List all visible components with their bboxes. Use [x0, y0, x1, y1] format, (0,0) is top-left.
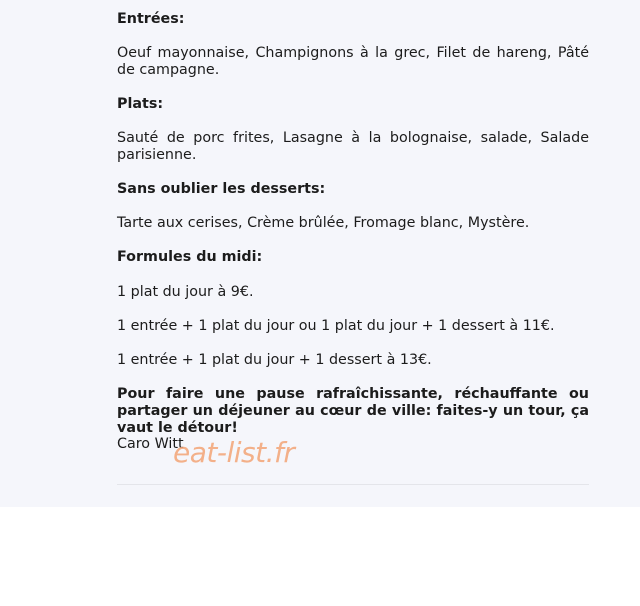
section-body-plats: Sauté de porc frites, Lasagne à la bolognaise, salade, Salade parisienne. [117, 130, 589, 163]
section-heading-plats: Plats: [117, 96, 164, 112]
divider [117, 484, 589, 485]
author-signature: Caro Witt [117, 436, 184, 452]
section-body-entrees: Oeuf mayonnaise, Champignons à la grec, Filet de hareng, Pâté de campagne. [117, 45, 589, 78]
section-heading-desserts: Sans oublier les desserts: [117, 181, 326, 197]
section-heading-entrees: Entrées: [117, 11, 185, 27]
site-watermark: eat-list.fr [173, 436, 295, 469]
formules-heading: Formules du midi: [117, 249, 263, 265]
closing-statement: Pour faire une pause rafraîchissante, réchauffante ou partager un déjeuner au cœur de ville: faites-y un tour, ça vaut le détour! [117, 386, 589, 436]
formule-item: 1 entrée + 1 plat du jour + 1 dessert à 13€. [117, 352, 432, 368]
formule-item: 1 entrée + 1 plat du jour ou 1 plat du jour + 1 dessert à 11€. [117, 318, 555, 334]
formule-item: 1 plat du jour à 9€. [117, 284, 254, 300]
section-body-desserts: Tarte aux cerises, Crème brûlée, Fromage blanc, Mystère. [117, 215, 530, 231]
